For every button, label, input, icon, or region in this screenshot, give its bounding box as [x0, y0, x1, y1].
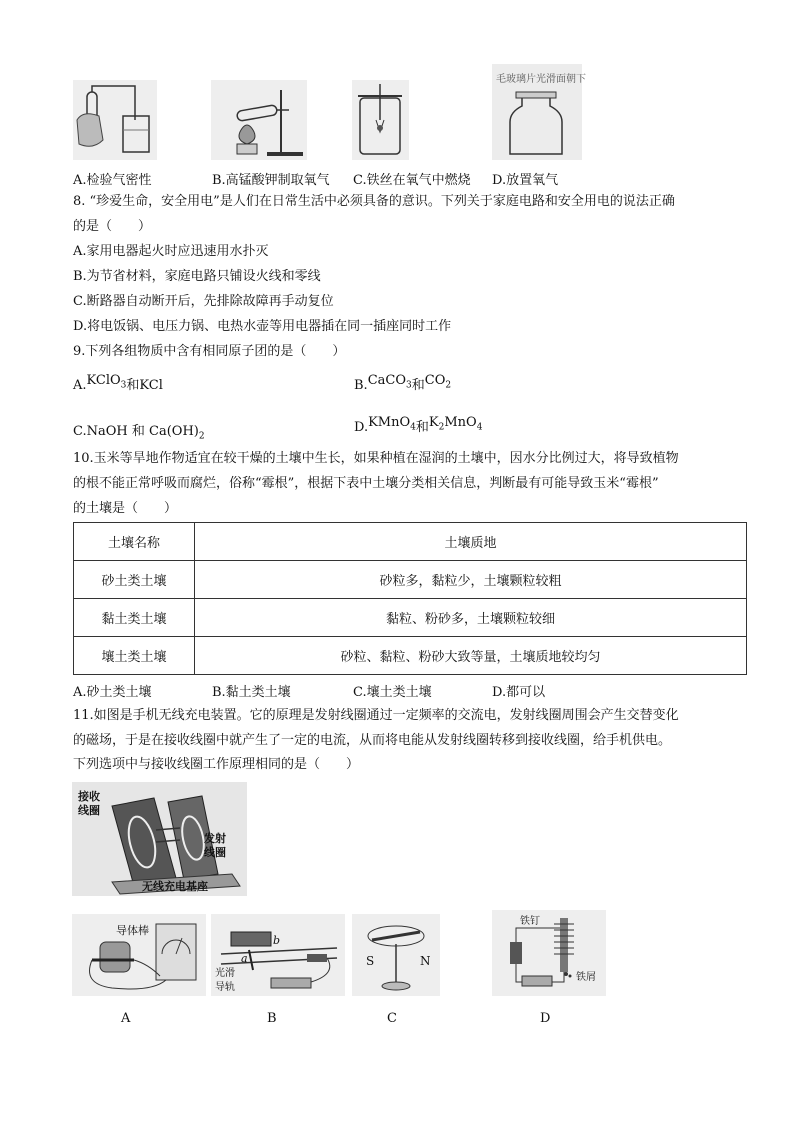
q11-stem-line3: 下列选项中与接收线圈工作原理相同的是（ ） [73, 757, 360, 772]
q10-option-a: A.砂土类土壤 [73, 685, 152, 700]
table-header-cell: 土壤名称 [74, 523, 195, 561]
q8-option-c: C.断路器自动断开后，先排除故障再手动复位 [73, 294, 334, 309]
q11-figure-d [492, 910, 606, 996]
q9-option-b: B.CaCO$_3$和$CO_2$ [354, 373, 452, 393]
table-header-cell: 土壤质地 [195, 523, 747, 561]
table-cell: 砂粒、黏粒、粉砂大致等量，土壤质地较均匀 [195, 637, 747, 675]
q9-d-formula-1: KMnO$_4$ [368, 415, 416, 433]
q11-stem-line2: 的磁场，于是在接收线圈中就产生了一定的电流，从而将电能从发射线圈转移到接收线圈，给手机供电。 [73, 733, 672, 748]
table-row [74, 637, 747, 675]
table-row [74, 599, 747, 637]
transmit-coil-label-1: 发射 [204, 832, 226, 845]
q9-a-formula-2: KCl [139, 378, 163, 393]
b-label-a: a [241, 952, 248, 965]
q11-option-c: C [387, 1011, 397, 1026]
q11-figure-c [352, 914, 440, 996]
wireless-charger-figure [72, 782, 247, 896]
soil-table [73, 522, 747, 675]
q9-a-formula-1: KClO$_3$ [86, 373, 127, 391]
table-header-row [74, 523, 747, 561]
q10-option-d: D.都可以 [492, 685, 546, 700]
q10-stem-line1: 10.玉米等旱地作物适宜在较干燥的土壤中生长，如果种植在湿润的土壤中，因水分比例过大，将导致植物 [73, 451, 679, 466]
q11-option-d: D [540, 1011, 551, 1026]
q8-stem-line1: 8. “珍爱生命，安全用电”是人们在日常生活中必须具备的意识。下列关于家庭电路和安全用电的说法正确 [73, 194, 675, 209]
q10-stem-line2: 的根不能正常呼吸而腐烂，俗称“霉根”，根据下表中土壤分类相关信息，判断最有可能导致玉米“霉根” [73, 476, 659, 491]
q7-figure-b [211, 80, 307, 160]
q7-figure-d [492, 64, 586, 160]
table-cell: 砂土类土壤 [74, 561, 195, 599]
d-nail-label: 铁钉 [520, 916, 540, 927]
q9-option-c: C.NaOH 和 $Ca(OH)_2$ [73, 424, 205, 442]
q7-figure-c [352, 80, 409, 160]
receive-coil-label-2: 线圈 [78, 804, 100, 817]
q9-option-a: A.KClO$_3$和KCl [73, 373, 163, 393]
d-filings-label: 铁屑 [576, 972, 596, 983]
c-label-n: N [420, 954, 431, 968]
q8-stem-line2: 的是（ ） [73, 219, 152, 234]
q10-option-b: B.黏土类土壤 [212, 685, 291, 700]
q11-figure-a [72, 914, 206, 996]
q9-stem: 9.下列各组物质中含有相同原子团的是（ ） [73, 344, 346, 359]
q7-caption-d: D.放置氧气 [492, 173, 559, 188]
table-cell: 黏粒、粉砂多，土壤颗粒较细 [195, 599, 747, 637]
q10-stem-line3: 的土壤是（ ） [73, 501, 178, 516]
q8-option-d: D.将电饭锅、电压力锅、电热水壶等用电器插在同一插座同时工作 [73, 319, 452, 334]
conductor-rod-label: 导体棒 [116, 924, 149, 937]
q11-option-a: A [121, 1011, 131, 1026]
transmit-coil-label-2: 线圈 [204, 846, 226, 859]
q9-option-d: D.KMnO$_4$和$K_2MnO_4$ [354, 415, 483, 435]
b-rail-label-2: 导轨 [215, 982, 235, 993]
c-label-s: S [366, 954, 375, 968]
q11-figure-b [211, 914, 345, 996]
receive-coil-label-1: 接收 [78, 790, 100, 803]
b-label-b: b [273, 934, 281, 947]
q9-d-formula-2: $K_2MnO_4$ [428, 415, 483, 433]
q11-option-b: B [267, 1011, 277, 1026]
q7-caption-c: C.铁丝在氧气中燃烧 [353, 173, 471, 188]
q9-c-formula: $Ca(OH)_2$ [149, 424, 205, 442]
q9-b-formula-2: $CO_2$ [424, 373, 452, 391]
q10-option-c: C.壤土类土壤 [353, 685, 432, 700]
charging-base-label: 无线充电基座 [142, 880, 208, 893]
q7-caption-a: A.检验气密性 [73, 173, 152, 188]
table-cell: 壤土类土壤 [74, 637, 195, 675]
q8-option-a: A.家用电器起火时应迅速用水扑灭 [73, 244, 269, 259]
b-rail-label-1: 光滑 [215, 968, 235, 979]
q7-caption-b: B.高锰酸钾制取氧气 [212, 173, 330, 188]
q8-option-b: B.为节省材料，家庭电路只铺设火线和零线 [73, 269, 321, 284]
table-cell: 黏土类土壤 [74, 599, 195, 637]
q9-b-formula-1: CaCO$_3$ [367, 373, 412, 391]
q7-figure-d-label: 毛玻璃片光滑面朝下 [496, 74, 586, 85]
q7-figure-a [73, 80, 157, 160]
table-cell: 砂粒多，黏粒少，土壤颗粒较粗 [195, 561, 747, 599]
q11-stem-line1: 11.如图是手机无线充电装置。它的原理是发射线圈通过一定频率的交流电，发射线圈周围会产生交替变化 [73, 708, 679, 723]
table-row [74, 561, 747, 599]
